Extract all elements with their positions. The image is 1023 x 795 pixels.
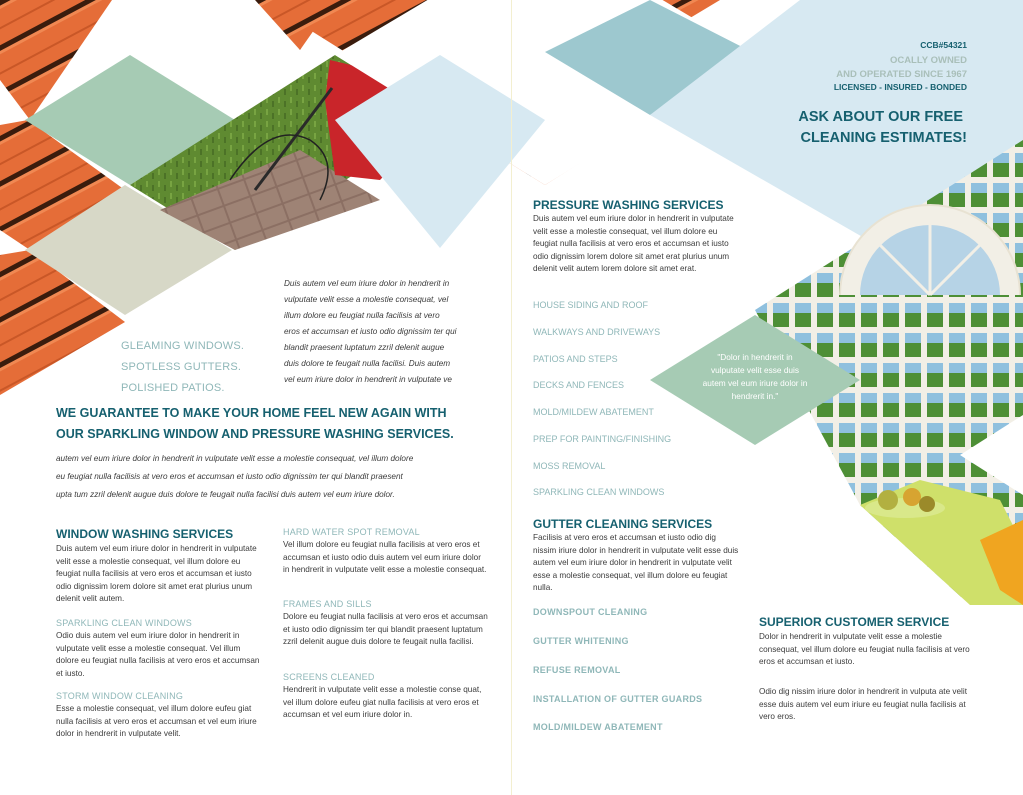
guarantee-body-line: autem vel eum iriure dolor in hendrerit in vulputate velit esse a molestie consequat, vel illum dolore — [56, 454, 414, 463]
screens-title: SCREENS CLEANED — [283, 672, 375, 682]
intro-italic — [284, 276, 484, 388]
hard-water-title: HARD WATER SPOT REMOVAL — [283, 527, 420, 537]
pressure-item: DECKS AND FENCES — [533, 380, 625, 390]
intro-line: duis dolore te feugait nulla facilisi. Duis autem — [284, 359, 451, 368]
gutter-item: INSTALLATION OF GUTTER GUARDS — [533, 694, 703, 704]
pressure-washing-title: PRESSURE WASHING SERVICES — [533, 198, 724, 212]
superior-body-1: Dolor in hendrerit in vulputate velit esse a molestie consequat, vel illum dolore eu feugiat nulla facilisis at vero eros et accumsan et iusto. — [759, 632, 970, 667]
pressure-item: HOUSE SIDING AND ROOF — [533, 300, 649, 310]
cta-line-2: CLEANING ESTIMATES! — [800, 130, 967, 146]
cta-line-1: ASK ABOUT OUR FREE — [798, 109, 963, 125]
quote-line: "Dolor in hendrerit in — [717, 352, 793, 362]
quote-line: autem vel eum iriure dolor in — [702, 378, 808, 388]
pressure-item: MOLD/MILDEW ABATEMENT — [533, 407, 654, 417]
pressure-item: WALKWAYS AND DRIVEWAYS — [533, 327, 661, 337]
intro-line: illum dolore eu feugiat nulla facilisis at vero — [284, 311, 440, 320]
intro-line: Duis autem vel eum iriure dolor in hendrerit in — [284, 279, 450, 288]
intro-line: eros et accumsan et iusto odio dignissim ter qui — [284, 327, 457, 336]
gutter-cleaning-title: GUTTER CLEANING SERVICES — [533, 517, 713, 531]
sparkling-title: SPARKLING CLEAN WINDOWS — [56, 618, 192, 628]
gutter-item: DOWNSPOUT CLEANING — [533, 607, 648, 617]
hard-water-body: Vel illum dolore eu feugiat nulla facilisis at vero eros et accumsan et iusto odio duis autem vel eum iriure dolor in hendrerit in vulputate velit esse a molestie consequat. — [283, 540, 487, 575]
guarantee-line-2: OUR SPARKLING WINDOW AND PRESSURE WASHING SERVICES. — [56, 427, 454, 441]
guarantee-line-1: WE GUARANTEE TO MAKE YOUR HOME FEEL NEW AGAIN WITH — [56, 406, 447, 420]
intro-line: blandit praesent luptatum zzril delenit augue — [284, 343, 445, 352]
gutter-item: MOLD/MILDEW ABATEMENT — [533, 722, 663, 732]
tagline-1: GLEAMING WINDOWS. — [121, 340, 245, 352]
pressure-item: MOSS REMOVAL — [533, 461, 606, 471]
pressure-washing-body: Duis autem vel eum iriure dolor in hendrerit in vulputate velit esse a molestie consequat, vel illum dolore eu feugiat nulla facilisis at vero eros et accumsan et iusto odio dignissim lorem dolore sit amet erat plurius unum delenit velit autem lorem dolore sit amet erat. — [533, 214, 734, 274]
guarantee-body-line: eu feugiat nulla facilisis at vero eros et accumsan et iusto odio dignissim ter qui blandit praesent — [56, 472, 403, 481]
quote-line: vulputate velit esse duis — [710, 365, 800, 375]
gutter-item: REFUSE REMOVAL — [533, 665, 621, 675]
superior-title: SUPERIOR CUSTOMER SERVICE — [759, 615, 950, 629]
guarantee-body-line: upta tum zzril delenit augue duis dolore te feugait nulla facilisi duis autem vel eum iriure dolor. — [56, 490, 395, 499]
licensed-insured: LICENSED - INSURED - BONDED — [833, 82, 967, 92]
pressure-item: SPARKLING CLEAN WINDOWS — [533, 487, 665, 497]
pressure-item: PREP FOR PAINTING/FINISHING — [533, 434, 672, 444]
storm-title: STORM WINDOW CLEANING — [56, 691, 184, 701]
sparkling-body: Odio duis autem vel eum iriure dolor in hendrerit in vulputate velit esse a molestie consequat. Vel illum dolore eu feugiat nulla facilisis at vero eros et accumsan et iusto. — [56, 631, 260, 678]
superior-body-2: Odio dig nissim iriure dolor in hendrerit in vulputa ate velit esse duis autem vel eum iriure eu feugiat nulla facilisis at vero eros. — [759, 687, 967, 722]
screens-body: Hendrerit in vulputate velit esse a molestie conse quat, vel illum dolore eufeu giat nulla facilisis at vero eros et accumsan et vel eum iriure dolor in. — [283, 685, 482, 720]
window-washing-body: Duis autem vel eum iriure dolor in hendrerit in vulputate velit esse a molestie consequat, vel illum dolore eu feugiat nulla facilisis at vero eros et accumsan et iusto odio dignissim lorem dolore sit amet erat plurius unum delenit velit autem. — [56, 544, 257, 604]
guarantee-body — [56, 450, 486, 504]
gutter-cleaning-body: Facilisis at vero eros et accumsan et iusto odio dig nissim iriure dolor in hendrerit in vulputate velit esse duis autem vel eum iriure dolor in hendrerit in vulputate velit esse a molestie consequat, vel illum dolore eu feugiat nulla. — [533, 533, 739, 593]
storm-body: Esse a molestie consequat, vel illum dolore eufeu giat nulla facilisis at vero eros et accumsan et vel eum iriure dolor in hendrerit in vulputate velit. — [56, 704, 257, 739]
license-number: CCB#54321 — [920, 40, 967, 50]
tagline-3: POLISHED PATIOS. — [121, 382, 225, 394]
operated-since: AND OPERATED SINCE 1967 — [836, 69, 967, 80]
frames-title: FRAMES AND SILLS — [283, 599, 372, 609]
frames-body: Dolore eu feugiat nulla facilisis at vero eros et accumsan et iusto odio dignissim ter qui blandit praesent luptatum zzril delenit augue duis dolore te feugait nulla facilisi. — [283, 612, 488, 647]
window-washing-title: WINDOW WASHING SERVICES — [56, 527, 234, 541]
tagline-2: SPOTLESS GUTTERS. — [121, 361, 242, 373]
quote-line: hendrerit in." — [731, 391, 779, 401]
intro-line: vulputate velit esse a molestie consequat, vel — [284, 295, 449, 304]
intro-line: vel eum iriure dolor in hendrerit in vulputate ve — [284, 375, 452, 384]
pressure-item: PATIOS AND STEPS — [533, 354, 618, 364]
locally-owned: OCALLY OWNED — [889, 55, 967, 66]
gutter-item: GUTTER WHITENING — [533, 636, 629, 646]
quote — [680, 351, 830, 403]
